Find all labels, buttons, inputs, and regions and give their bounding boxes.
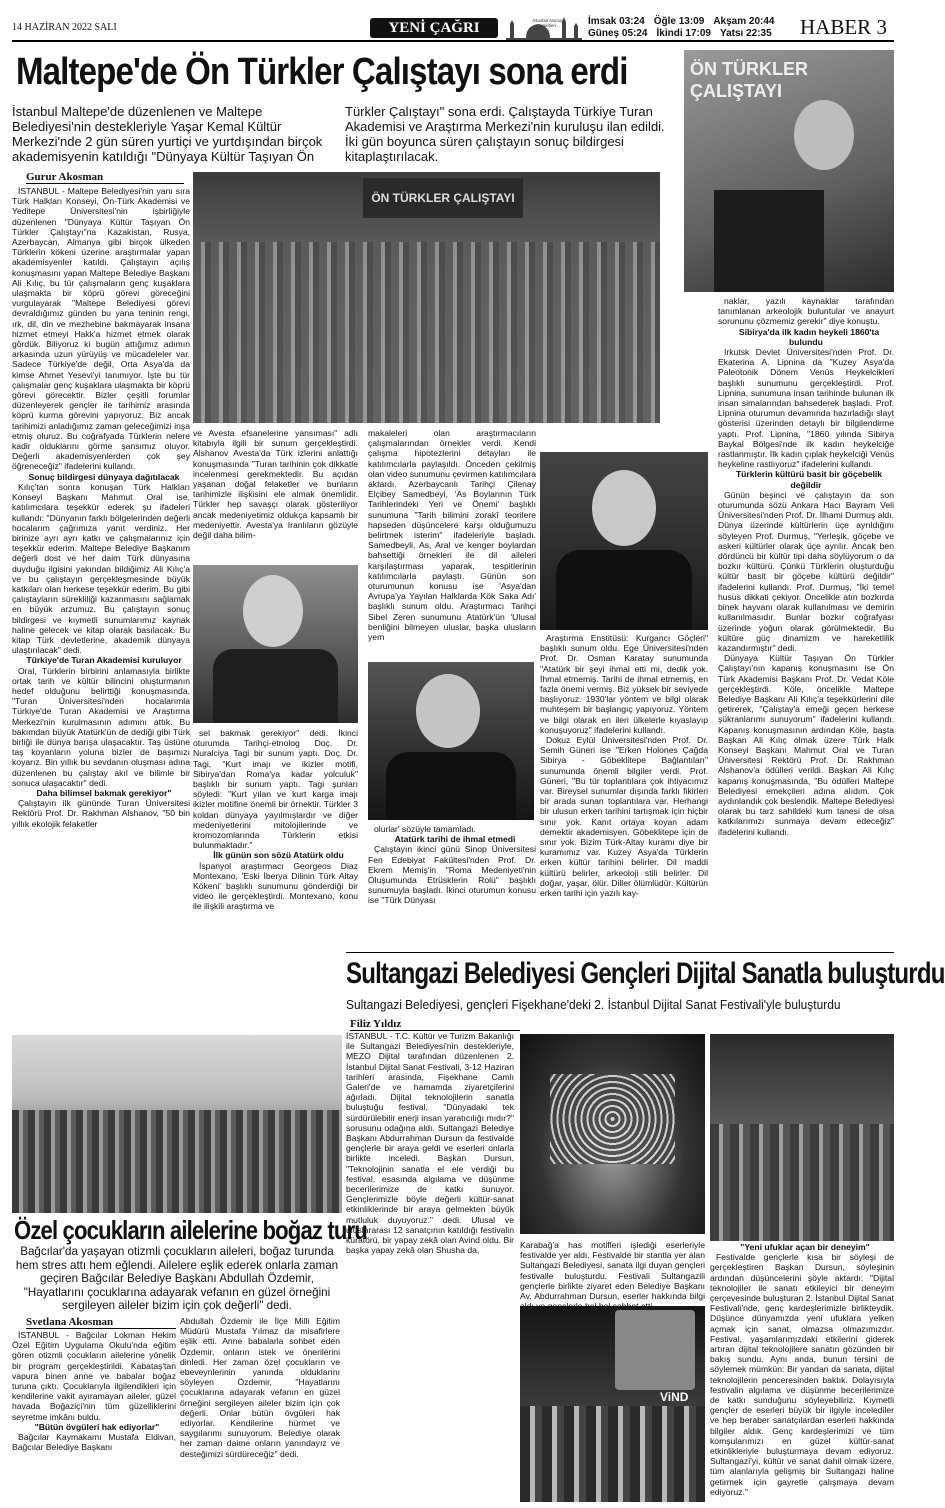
article-3-byline: Svetlana Akosman (26, 1316, 176, 1329)
article-2-photo-visitors (710, 1034, 894, 1241)
article-2-byline: Filiz Yıldız (350, 1018, 520, 1031)
paragraph: Festivalde gençlerle kısa bir söyleşi de gerçekleştiren Başkan Dursun, söyleşinin ardından düşüncelerini şöyle aktardı: "Dijital teknolojiler ile sanatı etkileyici bir deneyim çerçevesinde buluşturan 2. İstanbul Dijital Sanat Festivali'nde, genç kardeşlerimizle birlikteydik. Düşünce dünyamızda yeni ufuklara yelken açmak için sanat, olmazsa olmazımızdır. Festival, yaşamlarımızdaki etkilerini giderek artıran dijital teknolojilere sanatın gözünden bir bakış sundu. Aynı anda, bunun tersini de söylemek mümkün: Bir yandan da sanata, dijital teknolojilerin penceresinden baktık. Dolayısıyla festivalin algılama ve düşünme becerilerimize de katkı sunduğunu söyleyebiliriz. Kıymetli gençler de eserleri büyük bir ilgiyle incelediler ve hep beraber sanatçılardan eserleri hakkında bilgiler aldık. Genç kardeşlerimizi ve tüm komşularımızı en güzel kültür-sanat etkinlikleriyle buluşturmaya devam ediyoruz. Sultangazi'yi, kültür ve sanat dahil olmak üzere, tüm alanlarıyla gelişmiş bir Sultangazi haline getirmek için gayretle çalışmaya devam ediyoruz." (710, 1252, 894, 1497)
subheading: İlk günün son sözü Atatürk oldu (213, 850, 344, 861)
speaker-head (794, 100, 854, 170)
paragraph: Dünyaya Kültür Taşıyan Ön Türkler Çalıştayı'nın kapanış konuşmasını ise Ön Türk Akademisi Başkanı Prof. Dr. Vedat Köle gerçekleştirdi. Köle, önceliklе Maltepe Belediye Başkanı Ali Kılıç'a teşekkürlerini dile getirerek, "Çalıştay'a emeği geçen herkese şükranlarımı sunuyorum" ifadelerini kullandı. Kapanış konuşmasının ardından Köle, başta Başkan Ali Kılıç olmak üzere Türk Halk Konseyi Başkanı Mahmut Oral ve Turan Üniversitesi Rektörü Prof. Dr. Rakhman Alshanov'a ödülleri verildi. Başkan Ali Kılıç kapanış konuşmasında, "Bu ödülleri Maltepe Belediyesi emekçileri adına alıdım. Çok aydınlandık çok beslendik. Maltepe Belediyesi olarak bu tarz sahildeki kum tanesi de olsa katkılarımızı sunmaya devam edeceğiz" ifadelerini kullandı. (718, 653, 894, 837)
article-1-column-3a: makaleleri olan araştırmacıların çalışmalarından örnekler verdi. Kendi çalışma hipotezlerini detayları ile katılımcılarla paylaşıldı. Önceden çekilmiş olan video sunumunu çevirmen katılımcılara aktardı. Azerbaycanlı Tarihçi Çilenay Elçibey Samedbeyi, 'As Boylarının Türk Tarihlerindeki Yeri ve Önemi' başlıklı sunumuna "Tarih bilimini zorakî teorilere hapseden düşüncelere karşı olduğumuzu belirtmek isterim" ifadeleriyle başladı. Samedbeyli, As, Aral ve kenger boylardan bahsettiği örnekleri ile dil aileleri karşılaştırması yaparak, tespitlerinin katılımcılarla paylaştı. Günün son oturumunun konusu ise 'Asya'dan Avrupa'ya Yayılan Halklarda Kök Saka Adı' başlıklı sunum oldu. Araştırmacı Tarihçi Sibel Zeren sunumunu Atatürk'ün 'Ulusal benliğini bilmeyen uluslar, başka ulusların yem (368, 428, 536, 643)
article-2-subtitle: Sultangazi Belediyesi, gençleri Fişekhane'deki 2. İstanbul Dijital Sanat Festivali'yle buluşturdu (346, 997, 841, 1012)
paragraph: Çalıştayın ilk gününde Turan Üniversitesi Rektörü Prof. Dr. Rakhman Alshanov, "50 bin yıllık ekolojik felaketler (12, 798, 190, 829)
paragraph: sel bakmak gerekiyor" dedi. İkinci oturumda Tarihçi-etnolog Doç. Dr. Nuralciya Tagi bir sunum yaptı. Doç. Dr. Tagi, "Kurt imajı ve ikizler motifi, Sibirya'dan Roma'ya kadar yolculuk" başlıklı bir sunum yaptı. Tagi şunları söyledi: "Kurt yılan ve kurt karga imajı ikizler motifine önemli bir örnektir. Türkler 3 koldan dünyaya yayılmışlardır ve diğer medeniyetlerini mitolojilerinde ve kromozomlarında Türklerin etkisi bulunmaktadır." (193, 728, 358, 851)
article-2-column-1: İSTANBUL - T.C. Kültür ve Turizm Bakanlığı ile Sultangazi Belediyesi'nin destekleriyle, MEZO Dijital tarafından düzenlenen 2. İstanbul Dijital Sanat Festivali, 3-12 Haziran tarihleri arasında, Fişekhane Camlı Galeri'de ve hamamda ziyaretçilerini ağırladı. Dijital teknolojilerin sanatla buluştuğu festival, "Dünyadaki tek sürdürülebilir enerji insan yaratıcılığı mıdır?" sorusunu odağına aldı. Sultangazi Belediye Başkanı Abdurrahman Dursun da festivalde gençlerle bir araya geldi ve eserleri onlarla birlikte inceledi. Başkan Dursun, "Teknolojinin sanatla el ele verdiği bu festival, esasında algılama ve düşünme becerilerimize de katkı sunuyor. Gençlerimizle böyle değerli kültür-sanat etkinliklerinde bir araya gelmekten büyük mutluluk duyuyoruz." dedi. Ulusal ve uluslararası 12 sanatçının katıldığı festivalin küratörü, bir yapay zekâ olan Avind oldu. Bir başka yapay zekâ olan Shusha da, (346, 1031, 514, 1256)
prayer-time-item: İkindi 17:09 (656, 28, 711, 39)
article-2-top-rule (346, 952, 894, 953)
issue-date: 14 HAZİRAN 2022 SALI (12, 22, 117, 33)
guest-head (243, 575, 303, 647)
section-label (800, 15, 887, 40)
subheading: Türkiye'de Turan Akademisi kuruluyor (26, 655, 182, 666)
article-1-speaker-photo (684, 50, 894, 292)
subheading: Daha bilimsel bakmak gerekiyor" (36, 787, 172, 798)
article-1-column-2a: ve Avesta efsanelerine yansıması" adlı kitabıyla ilgili bir sunum gerçekleştirdi. Alshanov Avesta'da Türk izlerini anlattığı konuşmasında "Turan tarihinin çok dikkatle incelenmesi gerekmektedir. Bu açıdan yaşanan doğal felaketler ve bunların tarihimizle ilişkisini ele almak önemlidir. Türkler hep savaşçı olarak gösteriliyor ancak medeniyetimiz oldukça kapsamlı bir medeniyettir. Avesta'ya Iranlıların gözüyle değil daha bilim- (193, 428, 358, 541)
paragraph: İspanyol araştırmacı Georgeos Diaz Montexano, 'Eski İberya Dilinin Türk Altay Kökeni' başlıklı sunumunu gönderdiği bir video ile gerçekleştirdi. Montexano, konu ile ilişkili araştırma ve (193, 860, 358, 912)
article-1-lead-left: İstanbul Maltepe'de düzenlenen ve Maltepe Belediyesi'nin destekleriyle Yaşar Kemal Kültür Merkezi'nde 2 gün süren yurtiçi ve yurtdışından birçok akademisyenin katıldığı "Dünyaya Kültür Taşıyan Ön (12, 104, 323, 164)
article-1-lead-right: Türkler Çalıştayı" sona erdi. Çalıştayda Türkiye Turan Akademisi ve Araştırma Merkezi'nin kuruluşu ilan edildi. İki gün boyunca süren çalıştayın sonuç bildirgesi kitaplaştırılacak. (345, 104, 665, 164)
paragraph: İSTANBUL - Bağcılar Lokman Hekim Özel Eğitim Uygulama Okulu'nda eğitim gören otizmli çocukların ailelerine yönelik bir program gerçekleştirildi. Kabataş'tan vapura binen anne ve babalar boğaz turuna çıktı. Çocuklarıyla ilgilendikleri için kendilerine vakit ayıramayan aileler, güzel havada Boğaziçi'nin tüm güzelliklerini seyretme imkânı buldu. (12, 1330, 176, 1422)
article-3-column-1 (12, 1330, 176, 1502)
article-3-lead: Bağcılar'da yaşayan otizmli çocukların aileleri, boğaz turunda hem stres attı hem eğlendi. Ailelere eşlik ederek onlarla zaman geçiren Bağcılar Belediye Başkanı Abdullah Özdemir, "Hayatlarını çocuklarına adayarak vefanın en güzel örneğini sergileyen aileler bizim için çok değerli" dedi. (15, 1245, 339, 1312)
paragraph: olurlar' sözüyle tamamladı. (374, 824, 476, 834)
masthead (0, 0, 906, 40)
speaker3-head (592, 470, 656, 546)
article-3-photo-boat (12, 1035, 342, 1213)
article-1-photo-guest (193, 565, 358, 723)
avatar-screen (615, 1310, 695, 1390)
paragraph: İSTANBUL - Maltepe Belediyesi'nin yanı sıra Türk Halkları Konseyi, Ön-Türk Akademisi ve Yeditepe Üniversitesi'nin işbirliğiyle düzenlenen "Dünyaya Kültür Taşıyan Ön Türkler Çalıştayı"na Kazakistan, Rusya, Azerbaycan, Almanya gibi birçok ülkeden Türklerin kökeni üzerine araştırmalar yapan akademisyenler katıldı. Çalıştayın açılış konuşmasını yapan Maltepe Belediye Başkanı Ali Kılıç, bu tür çalışmaların genç kuşaklara ulaşmakta bir köprü görevi göreceğini vurgulayarak "Maltepe Belediyesi görevi devraldığımız günden bu yana teninin rengi, ırk, dil, din ve mezhebine bakmayarak insana hizmet etmeyi Hakk'a hizmet etmek olarak gördük. Biliyoruz ki bugün attığımız adımın arkasında uzun yürüyüş ve mücadeleler var. Sadece Türkiye'de değil, Orta Asya'da da kimse Ahmet Yesevi'yi tanımıyor. İşte bu tür çalışmalar genç kuşaklara ulaşmakta bir köprü görevi görecektir. Bizler çeşitli forumlar düzenleyerek gençler ile tarihimiz arasında köprü kurma görevini yapıyoruz. Biz ancak tarihimizi anladığımız zaman geleceğimizi inşa etmiş oluruz. Bu coğrafyada Türklerin nelere kadir olduklarını görme şansımız oluyor. Değerli akademisyenlerden çok şey öğreneceğiz" ifadelerini kullandı. (12, 186, 190, 472)
screen-label: ViND (660, 1390, 689, 1404)
subheading: Sibirya'da ilk kadın heykeli 1860'ta bulundu (738, 326, 880, 347)
article-2-photo-exhibition (520, 1034, 705, 1234)
logo-text: YENİ ÇAĞRI (388, 20, 480, 36)
speaker-banner-text: ÖN TÜRKLER ÇALIŞTAYI (690, 59, 808, 101)
paragraph: Dokuz Eylül Üniversitesi'nden Prof. Dr. Semih Güneri ise "Erken Holones Çağda Sibirya - Göbeklitepe Bağlantıları" sunumunda önemli bilgiler verdi. Prof. Güneri, "Bu tür toplantılara çok ihtiyacımız var. Bireysel sunumlar dışında farklı fikirleri bir arada sunan toplantılara var. Herhangi bir ulusun erken tarihini tartışmak için hiçbir sınır yok. Kanıt ortaya koyan adam demektir akademisyen. Göbeklitepe için de sınır yok. Bizim Türk-Altay kuramı diye bir kuramımız var. Kuzey Asya'da Türklerin erken kültür tarihini belirler. Dil maddi kültürü belirler, arkeoloji stili belirler. Dil doğar, yaşar, ölür. Diller ölümlüdür. Kültürün erken tarihi için yazılı kay- (540, 735, 708, 899)
section-name: HABER (800, 15, 872, 39)
boat-deck-crowd (12, 1110, 342, 1213)
paragraph: Irkutsk Devlet Üniversitesi'nden Prof. Dr. Ekaterina A. Lipnina da "Kuzey Asya'da Paleotonik Dönem Venüs Heykelcikleri başlıklı sunumunu gerçekleştirdi. Prof. Lipnina, sunumuna insan tarihinde bulunan ilk insan simalarından bahsederek başladı. Prof. Lipnina oturumun devamında hazırladığı slayt gösterisi üzerinden detaylı bir bilgilendirme yaptı. Prof. Lipnina, "1860 yılında Sibirya Baykal Bölgesi'nde ilk kadın heykelciğe rastlanmıştır. İlk kadın çıplak heykelciği Venüs heykeline rastlıyoruz" ifadelerini kullandı. (718, 347, 894, 470)
paragraph: Günün beşinci ve çalıştayın da son oturumunda sözü Ankara Hacı Bayram Veli Üniversitesi'nden Prof. Dr. İlhami Durmuş aldı. Dünya üzerinde kültürlerin üçe ayrıldığını söyleyen Prof. Durmuş, "Yerleşik, göçebe ve askeri kültürler olarak üçe ayrılır. Ancak ben dördüncü bir kültür tipi daha söylüyorum o da bozkır kültürü. Çünkü Türklerin oluşturduğu kültür basit bir göçebe kültürü değildir" ifadelerini kullandı. Prof. Durmuş, "İki temel husus dikkati çekiyor. Öncelikle atın bozkırda binek hayvanı olarak kullanılması ve demirin kullanılmasıdır. Bunlar bozkır coğrafyası üzerinde yoğun olarak görülmektedir. Bu kültüre güç dinamizm ve hareketlilik kazandırmıştır" dedi. (718, 489, 894, 653)
paragraph: Bağcılar Kaymakamı Mustafa Eldivan, Bağcılar Belediye Başkanı (12, 1432, 176, 1453)
stage-banner (363, 178, 523, 218)
speaker2-head (416, 674, 480, 748)
mosque-icon (506, 14, 582, 40)
article-2-title: Sultangazi Belediyesi Gençleri Dijital Sanatla buluşturdu (346, 957, 945, 990)
prayer-times (588, 16, 788, 40)
guest-body (213, 649, 338, 723)
page-number: 3 (876, 15, 887, 39)
prayer-time-item: Yatsı 22:35 (719, 28, 772, 39)
speaker3-body (556, 550, 692, 630)
article-3-column-2: Abdullah Özdemir ile İlçe Milli Eğitim Müdürü Mustafa Yılmaz da misafirlere eşlik etti. Anne babalarla sohbet eden Özdemir, onların istek ve önerilerini dinledi. Her zaman özel çocukların ve ebeveynlerinin yanında olduklarını söyleyen Özdemir, "Hayatlarını çocuklarına adayarak vefanın en güzel örneğini sergileyen aileler bizim için çok değerli. Onlar bütün övgüleri hak ediyorlar. Kendilerine hürmet ve saygılarımı sunuyorum. Belediye olarak her zaman daime onların yanındayız ve desteğimizi sürdüreceğiz" dedi. (180, 1316, 340, 1459)
article-1-photo-speaker2 (368, 662, 534, 820)
subheading: "Yeni ufuklar açan bir deneyim" (740, 1242, 870, 1252)
prayer-time-item: İmsak 03:24 (588, 16, 645, 27)
subheading: "Bütün övgüleri hak ediyorlar" (34, 1421, 160, 1432)
article-2-column-3 (710, 1242, 894, 1504)
subheading: Türklerin kültürü basit bir göçebelik değildir (735, 469, 883, 490)
digital-art-screen (550, 1074, 675, 1164)
article-3-title: Özel çocukların ailelerine boğaz turu (14, 1215, 367, 1245)
article-2-photo-group (520, 1306, 705, 1502)
paragraph: Araştırma Enstitüsü: Kurgancı Göçleri" başlıklı sunum oldu. Ege Üniversitesi'nden Prof. Dr. Osman Karatay sunumunda "Atatürk bir şeyi ihmal etti mi, dedik yok. İhmal etmemiş. Tarihi de ihmal etmemiş, en fazla önemi vermiş. Biz yüksek bir seviyede başlıyoruz. 1930'lar yöntem ve bilgi olarak muhteşem bir başlangıç yapıyoruz. Yöntem ve bilgi olarak en ileri ülkelerle kıyaslayıp konuşuyoruz" ifadelerini kullandı. (540, 633, 708, 735)
subheading: Atatürk tarihi de ihmal etmedi (394, 834, 516, 845)
crowd (193, 242, 660, 423)
stage-banner-text: ÖN TÜRKLER ÇALIŞTAYI (371, 191, 515, 205)
subheading: Sonuç bildirgesi dünyaya dağıtılacak (28, 471, 180, 482)
prayer-time-item: Güneş 05:24 (588, 28, 648, 39)
newspaper-logo (370, 18, 498, 38)
paragraph: naklar, yazılı kaynaklar tarafından tanımlanan arkeolojik buluntular ve anayurt sorununu çözmemiz gerekir" diye konuştu. (718, 296, 894, 327)
prayer-times-caption: İstanbul Namaz Vakitleri (532, 18, 564, 28)
article-1-byline: Gurur Akosman (26, 171, 184, 184)
prayer-time-item: Akşam 20:44 (713, 16, 775, 27)
lectern (714, 190, 824, 292)
paragraph: Çalıştayın ikinci günü Sinop Üniversitesi Fen Edebiyat Fakültesi'nden Prof. Dr. Ekrem Memiş'in "Roma Medeniyeti'nin Oluşumunda Etrüsklerin Rolü" başlıklı sunumuyla başladı. İkinci oturumun konusu ise "Türk Dünyası (368, 844, 536, 906)
visitors-crowd (710, 1124, 894, 1241)
masthead-rule (12, 40, 894, 42)
speaker2-body (386, 752, 516, 820)
prayer-time-item: Öğle 13:09 (653, 16, 705, 27)
group-crowd (520, 1406, 705, 1502)
article-1-photo-speaker3 (540, 452, 708, 630)
article-1-group-photo (193, 172, 660, 423)
article-1-title: Maltepe'de Ön Türkler Çalıştayı sona erdi (16, 51, 628, 93)
article-2-column-2: Karabağ'a has motifleri işlediği eserleriyle festivalde yer aldı. Festivalde bir stantla yer alan Sultangazi Belediyesi, sanata ilgi duyan gençleri festivalle buluşturdu. Festivali Sultangazili gençlerle birlikte ziyaret eden Belediye Başkanı Av. Abdurrahman Dursun, eserler hakkında bilgi (520, 1240, 705, 1302)
paragraph: Kılıç'tan sonra konuşan Türk Halkları Konseyi Başkanı Mahmut Oral ise, katılımcılara teşekkür ederek şu ifadeleri kullandı: "Dünyanın farklı bölgelerinden değerli hocalarım çağrımıza yanıt verdiniz. Her birinize ayrı ayrı katkı ve çalışmalarınız için teşekkür ederim. Maltepe Belediye Başkanım değerli dost ve her daim Türk dünyasına duyduğu ilgisini yakından bildiğimiz Ali Kılıç'a ve bu çalıştayın gerçekleşmesinde büyük katkıları olan herkese teşekkür ederim. Bu gibi çalıştayların sürekliliği kazanmasını sağlamak en büyük arzumuz. Bu çalıştayın sonuç bildirgesi ve kıymetli sunumlarımız kaynak haline gelecek ve kitap olarak basılacak. Bu kitap Türk devletlerine, akademik dünyaya ulaştırılacak" dedi. (12, 481, 190, 656)
paragraph: Oral, Türklerin birbirini anlamasıyla birlikte ortak tarih ve kültür bilincini oluşturmanın hedef olduğunu belirttiği konuşmasında, "Turan Üniversitesi'nden hocalarımla Türkiye'de Turan Akademisi ve Araştırma Merkezi'nin kurulmasının adımını attık. Bu bakımdan büyük Atatürk'ün de dediği gibi Türk birliği ile dünya barışa ulaşacaktır. Taş üstüne taş koyanların yoluna bizler de başımızı koyarız. Bin yıllık bu sevdanın oluşması adına düzenlenen bu çalıştay akıl ve bilimle bir sonuca ulaşacaktır" dedi. (12, 665, 190, 788)
